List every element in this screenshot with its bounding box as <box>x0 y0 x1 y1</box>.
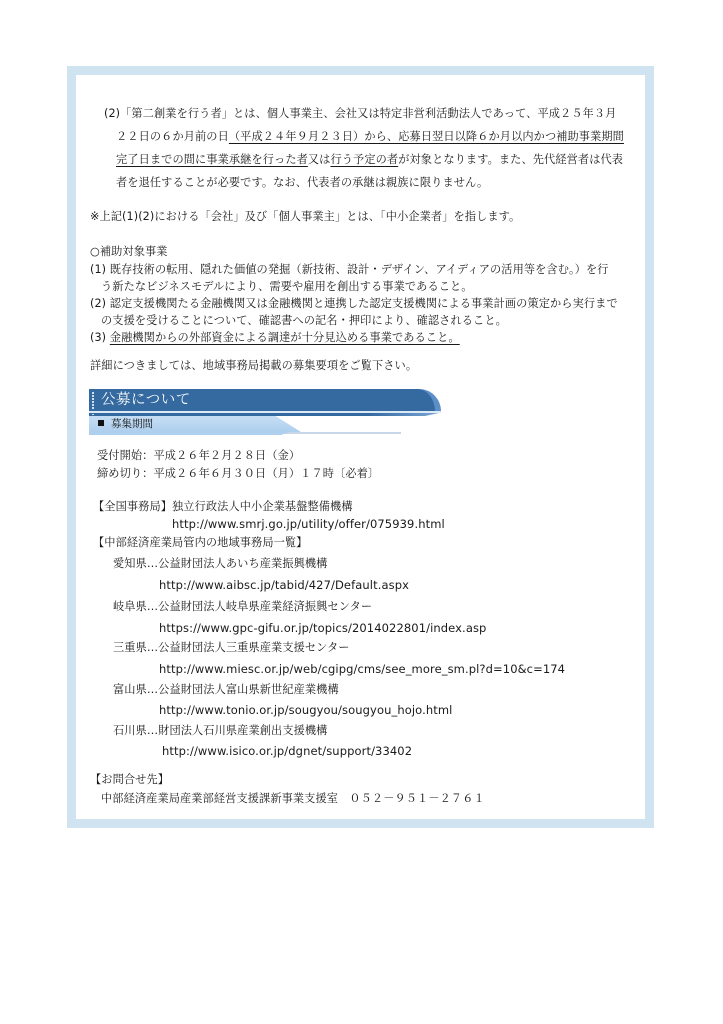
requirement-2-or: 又は <box>307 153 331 166</box>
regional-office-aichi: 愛知県…公益財団法人あいち産業振興機構 <box>113 557 328 570</box>
subheading-underbar <box>89 432 289 435</box>
eligible-item-1-line-2: う新たなビジネスモデルにより、需要や雇用を創出する事業であること。 <box>101 280 473 293</box>
requirement-2-period: （平成２４年９月２３日）から、応募日翌日以降６か月以内かつ補助事業期間 <box>228 130 624 143</box>
eligible-item-2-line-1: (2) 認定支援機関たる金融機関又は金融機関と連携した認定支援機関による事業計画の策定から実行まで <box>90 297 618 310</box>
eligible-projects-heading: ○補助対象事業 <box>90 245 168 258</box>
definition-note: ※上記(1)(2)における「会社」及び「個人事業主」とは、「中小企業者」を指します。 <box>90 210 521 223</box>
square-bullet-icon <box>98 420 104 426</box>
regional-office-toyama: 富山県…公益財団法人富山県新世紀産業機構 <box>113 683 339 696</box>
period-start: 受付開始：平成２６年２月２８日（金） <box>97 449 301 462</box>
national-office <box>93 497 353 516</box>
banner-dots-decoration <box>92 392 94 409</box>
subheading <box>98 416 153 432</box>
requirement-2-line-3 <box>116 150 623 169</box>
contact-heading: 【お問合せ先】 <box>90 773 170 786</box>
eligible-item-2-line-2: の支援を受けることについて、確認書への記名・押印により、確認されること。 <box>101 314 507 327</box>
national-office-name: 独立行政法人中小企業基盤整備機構 <box>172 500 353 513</box>
regional-office-mie: 三重県…公益財団法人三重県産業支援センター <box>113 641 350 654</box>
section-title: 公募について <box>101 392 191 408</box>
eligible-item-1-line-1: (1) 既存技術の転用、隠れた価値の発掘（新技術、設計・デザイン、アイディアの活用等を含む。）を行 <box>90 263 609 276</box>
regional-office-gifu-url[interactable]: https://www.gpc-gifu.or.jp/topics/2014022801/index.asp <box>159 621 487 635</box>
eligible-item-3-number: (3) <box>90 331 110 344</box>
regional-office-ishikawa: 石川県…財団法人石川県産業創出支援機構 <box>113 724 328 737</box>
requirement-2-succession-planned: 行う予定の者 <box>330 153 399 166</box>
requirement-2-text: が対象となります。また、先代経営者は代表 <box>398 153 624 166</box>
requirement-2-line-4: 者を退任することが必要です。なお、代表者の承継は親族に限りません。 <box>116 176 489 189</box>
regional-offices-heading: 【中部経済産業局管内の地域事務局一覧】 <box>93 536 308 549</box>
regional-office-mie-url[interactable]: http://www.miesc.or.jp/web/cgipg/cms/see_more_sm.pl?d=10&c=174 <box>159 662 566 676</box>
regional-office-gifu: 岐阜県…公益財団法人岐阜県産業経済振興センター <box>113 600 373 613</box>
details-note: 詳細につきましては、地域事務局掲載の募集要項をご覧下さい。 <box>90 359 418 372</box>
national-office-url[interactable]: http://www.smrj.go.jp/utility/offer/075939.html <box>172 517 445 531</box>
requirement-2-line-2 <box>116 127 624 146</box>
contact-line: 中部経済産業局産業部経営支援課新事業支援室 ０５２－９５１－２７６１ <box>101 792 485 805</box>
period-deadline: 締め切り：平成２６年６月３０日（月）１７時〔必着〕 <box>97 467 380 480</box>
regional-office-toyama-url[interactable]: http://www.tonio.or.jp/sougyou/sougyou_hojo.html <box>159 703 453 717</box>
eligible-item-3 <box>90 328 460 347</box>
requirement-2-date: ２２日の６か月前の日 <box>116 130 229 143</box>
requirement-2-succession-done: 完了日までの間に事業承継を行った者 <box>116 153 308 166</box>
requirement-2-line-1: (2)「第二創業を行う者」とは、個人事業主、会社又は特定非営利活動法人であって、平成２５年３月 <box>104 107 617 120</box>
regional-office-aichi-url[interactable]: http://www.aibsc.jp/tabid/427/Default.aspx <box>159 578 409 592</box>
eligible-item-3-text: 金融機関からの外部資金による調達が十分見込める事業であること。 <box>109 331 460 344</box>
national-office-label: 【全国事務局】 <box>93 500 173 513</box>
regional-office-ishikawa-url[interactable]: http://www.isico.or.jp/dgnet/support/33402 <box>162 744 413 758</box>
subheading-text: 募集期間 <box>111 418 153 430</box>
banner-stripe <box>89 411 441 413</box>
